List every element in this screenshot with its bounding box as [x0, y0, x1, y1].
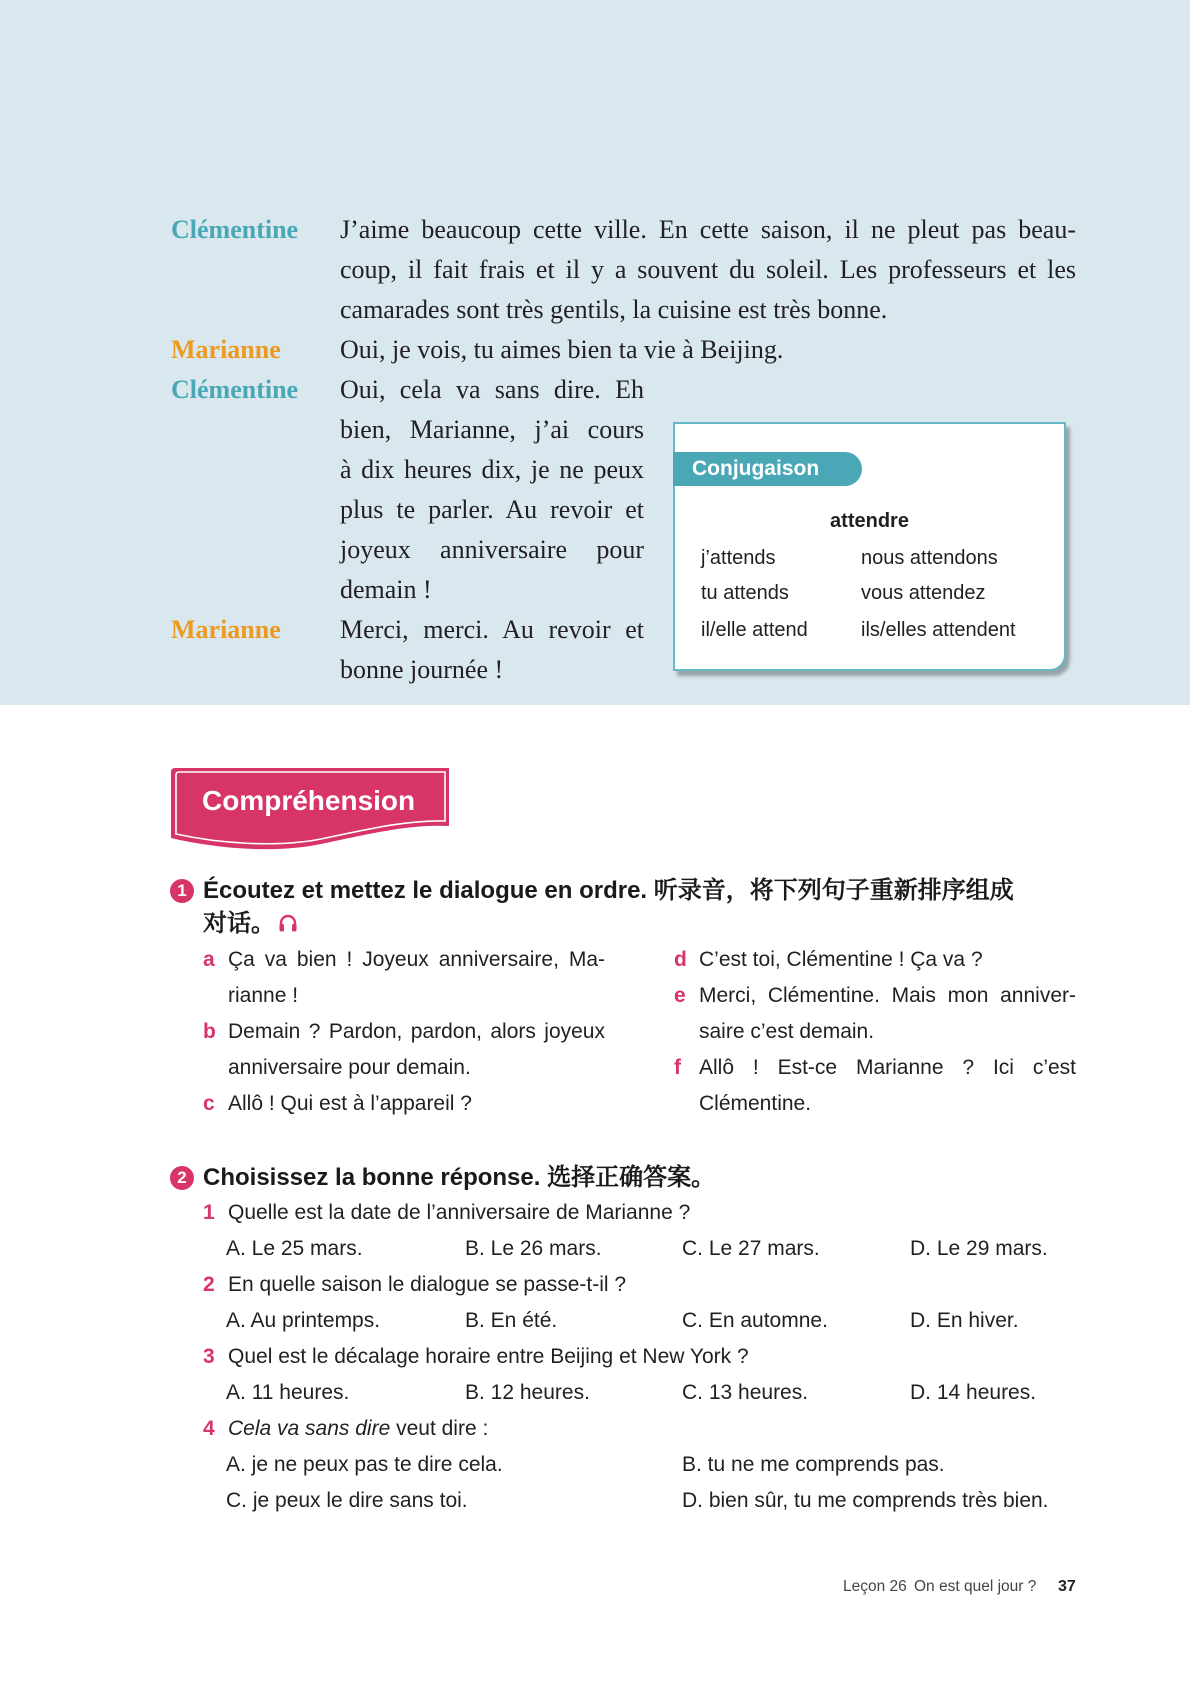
answer-option: A. 11 heures.: [226, 1381, 350, 1404]
conjugation-form: vous attendez: [861, 582, 986, 604]
answer-option: C. Le 27 mars.: [682, 1237, 820, 1260]
conjugation-form: nous attendons: [861, 547, 998, 569]
page-number: 37: [1058, 1578, 1076, 1595]
footer-lesson: Leçon 26: [843, 1578, 907, 1595]
question-number: 1: [203, 1201, 215, 1224]
item-text: anniversaire pour demain.: [228, 1056, 471, 1079]
item-text: Demain ? Pardon, pardon, alors joyeux: [228, 1020, 605, 1043]
speaker-name: Clémentine: [171, 375, 299, 404]
exercise-title-continued: [203, 909, 298, 941]
dialogue-line: Oui, cela va sans dire. Eh: [340, 375, 644, 404]
item-text: Merci, Clémentine. Mais mon anniver-: [699, 984, 1076, 1007]
item-text: Clémentine.: [699, 1092, 812, 1115]
question-text: En quelle saison le dialogue se passe-t-il ?: [228, 1273, 627, 1296]
item-text: C’est toi, Clémentine ! Ça va ?: [699, 948, 983, 971]
item-letter: c: [203, 1092, 215, 1115]
question-number: 4: [203, 1417, 215, 1440]
answer-option: B. tu ne me comprends pas.: [682, 1453, 945, 1476]
dialogue-line: coup, il fait frais et il y a souvent du soleil. Les professeurs et les: [340, 255, 1076, 284]
speaker-name: Marianne: [171, 335, 281, 364]
answer-option: A. je ne peux pas te dire cela.: [226, 1453, 503, 1476]
exercise-number-badge: 2: [170, 1166, 194, 1190]
conjugation-form: ils/elles attendent: [861, 619, 1016, 641]
conjugation-label: Conjugaison: [673, 452, 862, 486]
item-letter: b: [203, 1020, 216, 1043]
dialogue-turn: [340, 330, 1076, 370]
dialogue-line: joyeux anniversaire pour: [340, 535, 644, 564]
answer-option: C. En automne.: [682, 1309, 828, 1332]
answer-option: D. Le 29 mars.: [910, 1237, 1048, 1260]
question-text-rest: veut dire :: [390, 1417, 489, 1440]
conjugation-form: il/elle attend: [701, 619, 808, 641]
answer-option: A. Au printemps.: [226, 1309, 381, 1332]
item-letter: e: [674, 984, 686, 1007]
dialogue-line: Merci, merci. Au revoir et: [340, 615, 644, 644]
item-text: rianne !: [228, 984, 299, 1007]
dialogue-line: J’aime beaucoup cette ville. En cette saison, il ne pleut pas beau-: [340, 215, 1076, 244]
answer-option: B. En été.: [465, 1309, 558, 1332]
dialogue-turn: [340, 370, 644, 610]
exercise-number-badge: 1: [170, 879, 194, 903]
dialogue-line: bien, Marianne, j’ai cours: [340, 415, 644, 444]
question-text: [228, 1411, 488, 1447]
answer-option: A. Le 25 mars.: [226, 1237, 363, 1260]
question-text: Quelle est la date de l’anniversaire de Marianne ?: [228, 1201, 691, 1224]
answer-option: B. Le 26 mars.: [465, 1237, 602, 1260]
question-number: 3: [203, 1345, 215, 1368]
item-letter: f: [674, 1056, 681, 1079]
speaker-name: Marianne: [171, 615, 281, 644]
exercise-title: Écoutez et mettez le dialogue en ordre. 听录音，将下列句子重新排序组成: [203, 877, 1014, 904]
answer-option: C. 13 heures.: [682, 1381, 809, 1404]
item-letter: d: [674, 948, 687, 971]
item-text: Allô ! Est-ce Marianne ? Ici c’est: [699, 1056, 1076, 1079]
conjugation-form: j’attends: [701, 547, 776, 569]
dialogue-line: Oui, je vois, tu aimes bien ta vie à Beijing.: [340, 335, 784, 364]
comprehension-banner: [171, 768, 453, 852]
speaker-name: Clémentine: [171, 215, 299, 244]
answer-option: D. En hiver.: [910, 1309, 1019, 1332]
dialogue-line: bonne journée !: [340, 655, 504, 684]
headphones-icon: [278, 911, 298, 941]
item-letter: a: [203, 948, 215, 971]
item-text: Ça va bien ! Joyeux anniversaire, Ma-: [228, 948, 605, 971]
conjugation-verb: attendre: [830, 510, 909, 532]
item-text: Allô ! Qui est à l’appareil ?: [228, 1092, 472, 1115]
answer-option: D. bien sûr, tu me comprends très bien.: [682, 1489, 1049, 1512]
question-text: Quel est le décalage horaire entre Beijing et New York ?: [228, 1345, 749, 1368]
exercise-title: Choisissez la bonne réponse. 选择正确答案。: [203, 1164, 716, 1191]
dialogue-line: demain !: [340, 575, 432, 604]
dialogue-line: plus te parler. Au revoir et: [340, 495, 644, 524]
exercise-title-text: 对话。: [203, 910, 275, 937]
footer-lesson-title: On est quel jour ?: [914, 1578, 1037, 1595]
dialogue-turn: [340, 210, 1076, 330]
question-number: 2: [203, 1273, 215, 1296]
question-text-italic: Cela va sans dire: [228, 1417, 391, 1440]
dialogue-line: à dix heures dix, je ne peux: [340, 455, 644, 484]
conjugation-form: tu attends: [701, 582, 789, 604]
answer-option: D. 14 heures.: [910, 1381, 1037, 1404]
dialogue-line: camarades sont très gentils, la cuisine est très bonne.: [340, 295, 888, 324]
conjugation-box: [673, 422, 1066, 671]
answer-option: C. je peux le dire sans toi.: [226, 1489, 468, 1512]
section-title: Compréhension: [202, 785, 416, 816]
answer-option: B. 12 heures.: [465, 1381, 590, 1404]
item-text: saire c’est demain.: [699, 1020, 875, 1043]
dialogue-turn: [340, 610, 644, 690]
